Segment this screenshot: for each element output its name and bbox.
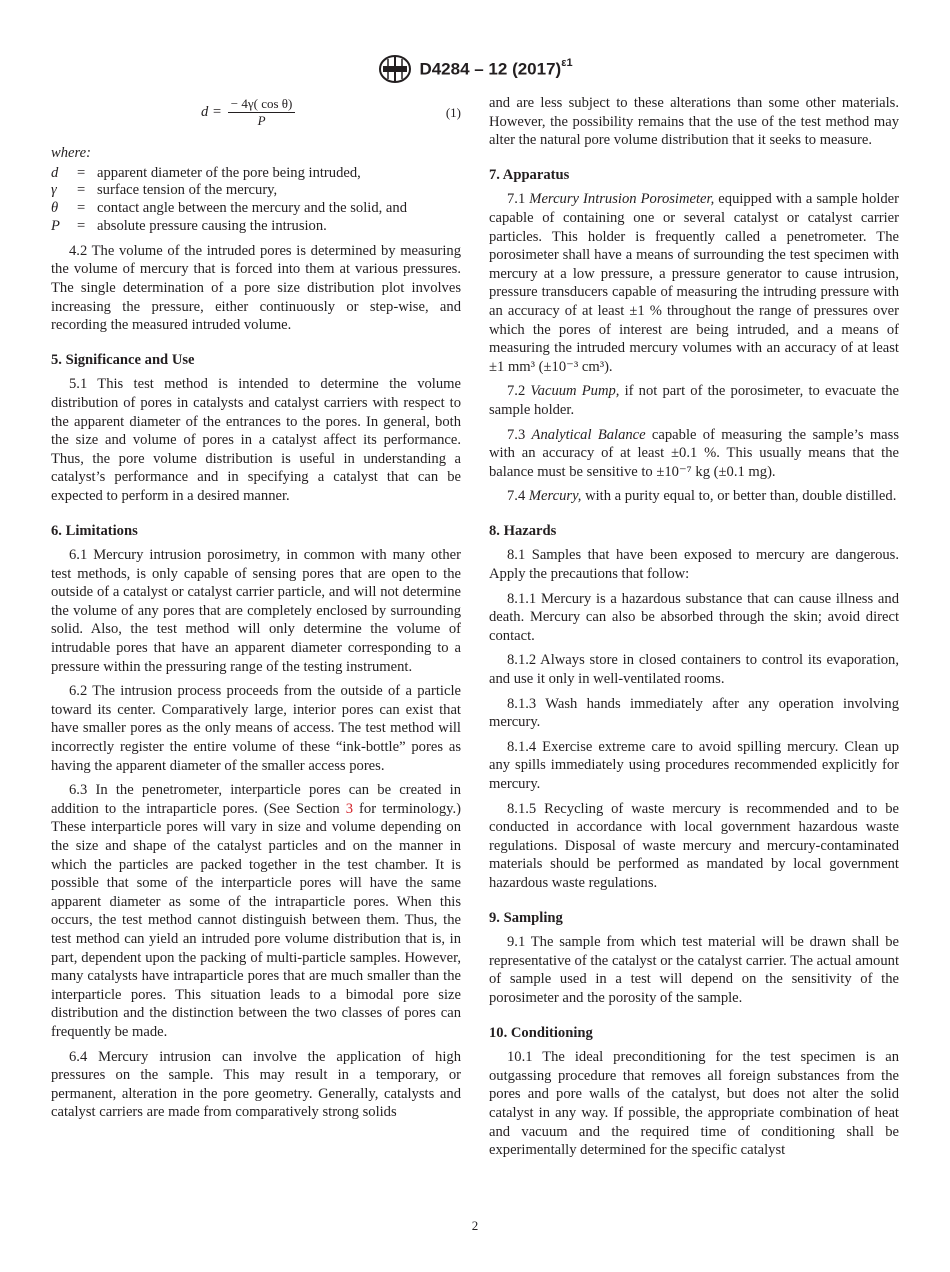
right-column — [489, 94, 899, 1166]
definition-list — [51, 165, 461, 236]
definition-item: d = apparent diameter of the pore being intruded, — [51, 164, 361, 181]
paragraph-7-4: 7.4 Mercury, with a purity equal to, or better than, double distilled. — [507, 488, 897, 505]
definition-item: P = absolute pressure causing the intrusion. — [51, 217, 327, 234]
paragraph-7-3: 7.3 Analytical Balance capable of measuring the sample’s mass with an accuracy of at least ±0.1 %. This usually means that the balance must be sensitive to ±10⁻⁷ kg (±0.1 mg). — [489, 426, 900, 480]
equation-fraction — [228, 96, 296, 129]
epsilon-superscript: ε1 — [561, 56, 573, 69]
paragraph-4-2: 4.2 The volume of the intruded pores is determined by measuring the volume of mercury that is forced into them at various pressures. The single determination of a pore size distribution plot involves increasing the pressure, either continuously or step-wise, and recording the measured intruded volume. — [51, 242, 461, 334]
heading-section-8: 8. Hazards — [489, 522, 557, 539]
paragraph-8-1-5: 8.1.5 Recycling of waste mercury is recommended and to be conducted in accordance with local government hazardous waste regulations. Disposal of waste mercury and mercury-contaminated materials should be performed as mandated by local government hazardous waste regulations. — [489, 800, 899, 891]
document-designation: D4284 – 12 $(2017)^{\varepsilon 1}$ — [419, 56, 573, 79]
paragraph-8-1: 8.1 Samples that have been exposed to mercury are dangerous. Apply the precautions that follow: — [489, 547, 899, 583]
heading-section-7: 7. Apparatus — [489, 166, 570, 183]
paragraph-7-1: 7.1 Mercury Intrusion Porosimeter, equipped with a sample holder capable of containing one or several catalyst or catalyst carrier particles. This holder is frequently called a penetrometer. The porosimeter shall have a means of surrounding the test specimen with mercury at a low pressure, a pressure generator to cause intrusion, pressure transducers capable of measuring the intruding pressure with an accuracy of at least ±1 % throughout the range of pressures over which the pores of interest are being intruded, and a means of measuring the intruded mercury volumes with an accuracy of at least ±1 mm³ (±10⁻³ cm³). — [489, 191, 900, 375]
paragraph-8-1-1: 8.1.1 Mercury is a hazardous substance that can cause illness and death. Mercury can also be absorbed through the skin; avoid direct contact. — [489, 590, 899, 644]
paragraph-8-1-4: 8.1.4 Exercise extreme care to avoid spilling mercury. Clean up any spills immediately using procedures recommended explicitly for mercury. — [489, 738, 899, 792]
heading-section-9: 9. Sampling — [489, 909, 563, 926]
paragraph-9-1: 9.1 The sample from which test material will be drawn shall be representative of the catalyst or the catalyst carrier. The actual amount of sample used in a test will depend on the sensitivity of the porosimeter and the porosity of the sample. — [489, 934, 899, 1006]
equation-numerator: − 4γ( cos θ) — [228, 96, 296, 113]
paragraph-8-1-3: 8.1.3 Wash hands immediately after any operation involving mercury. — [489, 695, 899, 731]
left-column — [51, 94, 461, 1128]
heading-section-6: 6. Limitations — [51, 522, 138, 539]
equation-denominator: P — [257, 113, 266, 128]
definition-item: θ = contact angle between the mercury and the solid, and — [51, 200, 407, 217]
equation-lhs: d = — [201, 104, 222, 121]
astm-logo-icon — [377, 54, 413, 84]
equation-1 — [51, 94, 461, 136]
heading-section-5: 5. Significance and Use — [51, 351, 195, 368]
paragraph-6-4-continued: and are less subject to these alterations than some other materials. However, the possibility remains that the use of the test method may alter the natural pore volume distribution that it seeks to measure. — [489, 95, 899, 149]
paragraph-6-2: 6.2 The intrusion process proceeds from the outside of a particle toward its center. Comparatively large, interior pores can exist that have smaller pores as the only means of access. The test method will incorrectly register the entire volume of these “ink-bottle” pores as having the apparent diameter of the smaller access pores. — [51, 683, 461, 774]
page-header — [0, 54, 950, 89]
paragraph-8-1-2: 8.1.2 Always store in closed containers to control its evaporation, and use it only in well-ventilated rooms. — [489, 652, 899, 688]
paragraph-6-3: 6.3 In the penetrometer, interparticle pores can be created in addition to the intraparticle pores. (See Section 3 for terminology.) These interparticle pores will vary in size and volume depending on the size and shape of the catalyst particles and on the manner in which the particles are packed together in the test chamber. It is possible that some of the interparticle pores will have the same apparent diameter as some of the intraparticle pores. When this occurs, the test method cannot distinguish between them. Thus, the test method can yield an intruded pore volume distribution that is, in part, dependent upon the packing of multi-particle samples. However, many catalysts have intraparticle pores that are much smaller than the interparticle pores. This situation leads to a bimodal pore size distribution and the distinction between the two classes of pores can frequently be made. — [51, 782, 461, 1040]
equation-number: (1) — [445, 105, 461, 120]
where-label: where: — [51, 145, 91, 161]
paragraph-10-1: 10.1 The ideal preconditioning for the test specimen is an outgassing procedure that removes all foreign substances from the pores and pore walls of the catalyst, but does not alter the solid catalyst in any way. If possible, the appropriate combination of heat and vacuum and the required time of conditioning shall be experimentally determined for the specific catalyst — [489, 1049, 899, 1159]
heading-section-10: 10. Conditioning — [489, 1024, 593, 1041]
paragraph-7-2: 7.2 Vacuum Pump, if not part of the porosimeter, to evacuate the sample holder. — [489, 383, 899, 418]
definition-item: γ = surface tension of the mercury, — [51, 182, 278, 199]
page-number: 2 — [471, 1218, 479, 1233]
section-3-link[interactable]: 3 — [345, 800, 354, 817]
paragraph-6-4: 6.4 Mercury intrusion can involve the application of high pressures on the sample. This may result in a temporary, or permanent, alteration in the pore geometry. Generally, catalysts and catalyst carriers are made from comparatively strong solids — [51, 1048, 461, 1121]
paragraph-6-1: 6.1 Mercury intrusion porosimetry, in common with many other test methods, is only capable of sensing pores that are open to the outside of a catalyst or catalyst carrier particle, and will not determine the volume of any pores that are completely enclosed by surrounding solid. Also, the test method will only determine the volume of intrudable pores that have an apparent diameter corresponding to a pressure within the pressuring range of the testing instrument. — [51, 547, 461, 675]
paragraph-5-1: 5.1 This test method is intended to determine the volume distribution of pores in catalysts and catalyst carriers with respect to the apparent diameter of the entrances to the pores. In general, both the size and volume of pores in a catalyst affect its performance. Thus, the pore volume distribution is useful in understanding a catalyst’s performance and in specifying a catalyst that can be expected to perform in a desired manner. — [51, 376, 461, 504]
